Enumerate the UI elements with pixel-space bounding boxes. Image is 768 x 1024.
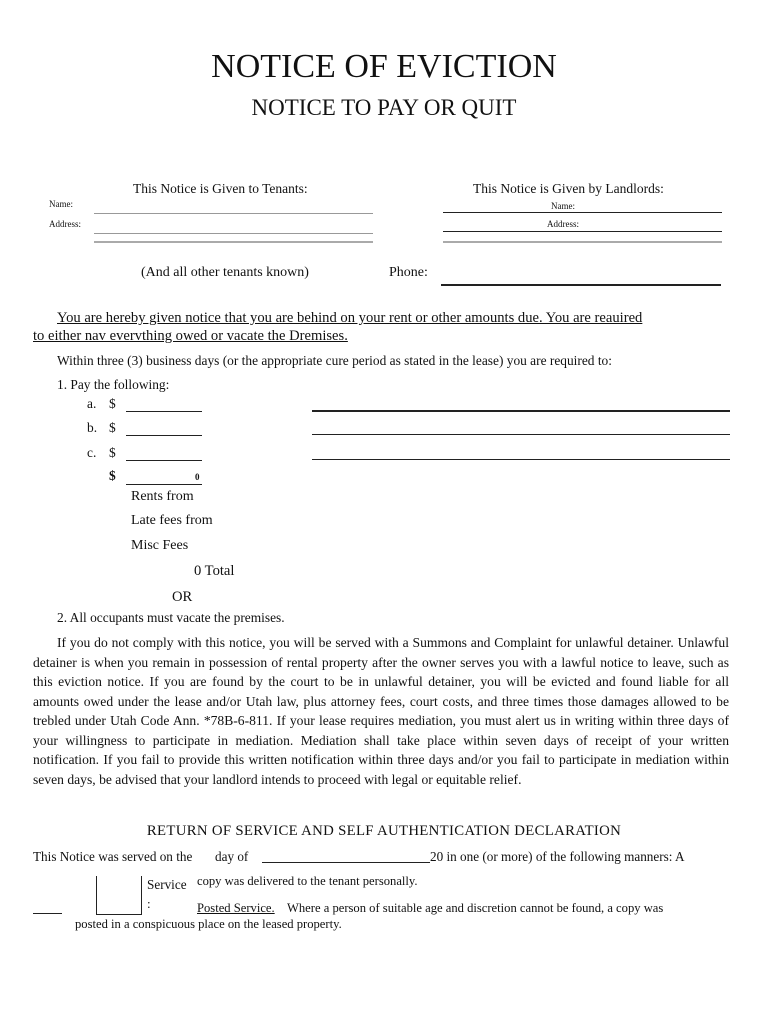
payment-a-description[interactable] <box>312 410 730 412</box>
vacate-option: 2. All occupants must vacate the premises. <box>57 610 285 625</box>
total-amount-value: 0 <box>195 472 200 482</box>
pay-heading: 1. Pay the following: <box>57 377 170 392</box>
landlords-heading: This Notice is Given by Landlords: <box>473 181 664 196</box>
total-currency: $ <box>109 468 116 483</box>
within-days-text: Within three (3) business days (or the appropriate cure period as stated in the lease) you are required to: <box>57 353 612 368</box>
posted-service-checkbox[interactable] <box>33 913 62 914</box>
payment-b-amount[interactable] <box>126 435 202 436</box>
notice-line-1: You are hereby given notice that you are behind on your rent or other amounts due. You are reauired <box>57 310 643 326</box>
page-subtitle: NOTICE TO PAY OR QUIT <box>251 95 517 120</box>
rents-from: Rents from <box>131 489 194 504</box>
posted-service-text-2: posted in a conspicuous place on the leased property. <box>75 917 342 931</box>
total-amount-field[interactable] <box>126 484 202 485</box>
payment-b-currency: $ <box>109 420 116 435</box>
posted-service-title: Posted Service. <box>197 901 275 915</box>
tenant-name-field[interactable] <box>94 213 373 214</box>
landlord-address-field-2[interactable] <box>443 241 722 243</box>
payment-b-description[interactable] <box>312 434 730 435</box>
personal-service-checkbox[interactable] <box>96 876 142 915</box>
late-fees-from: Late fees from <box>131 513 213 528</box>
page-title: NOTICE OF EVICTION <box>211 48 557 85</box>
legal-paragraph <box>33 633 729 789</box>
total-line: 0 Total <box>194 563 235 579</box>
landlord-name-field[interactable] <box>443 212 722 213</box>
tenant-name-label: Name: <box>49 199 73 209</box>
landlord-address-field[interactable] <box>443 231 722 232</box>
landlord-name-label: Name: <box>551 201 575 211</box>
misc-fees: Misc Fees <box>131 538 189 553</box>
phone-label: Phone: <box>389 265 428 280</box>
payment-a-amount[interactable] <box>126 411 202 412</box>
payment-a-letter: a. <box>87 396 97 411</box>
payment-c-description[interactable] <box>312 459 730 460</box>
served-date-field[interactable] <box>262 862 430 863</box>
payment-c-currency: $ <box>109 445 116 460</box>
or-divider: OR <box>172 589 193 605</box>
served-prefix: This Notice was served on the <box>33 849 193 864</box>
tenant-address-field[interactable] <box>94 233 373 234</box>
service-word: Service <box>147 877 187 892</box>
served-day-of: day of <box>215 849 249 864</box>
payment-a-currency: $ <box>109 396 116 411</box>
legal-paragraph-text: If you do not comply with this notice, you will be served with a Summons and Complaint for unlawful detainer. Unlawful detainer is when you remain in possession of rental property after the owner serves you with a lawful notice to leave, such as this eviction notice. If you are found by the court to be in unlawful detainer, you will be evicted and found liable for all amounts owed under the lease and/or Utah law, plus attorney fees, court costs, and three times those damages allowed to be trebled under Utah Code Ann. *78B-6-811. If your lease requires mediation, you must alert us in writing within three days of your willingness to participate in mediation. Mediation shall take place within seven days of receipt of your written notification. If you fail to provide this written notification within three days and/or you fail to participate in mediation within seven days, be advised that your landlord intends to proceed with legal or equitable relief. <box>33 635 729 787</box>
payment-c-amount[interactable] <box>126 460 202 461</box>
payment-b-letter: b. <box>87 420 98 435</box>
payment-c-letter: c. <box>87 445 97 460</box>
tenant-address-field-2[interactable] <box>94 241 373 243</box>
service-heading: RETURN OF SERVICE AND SELF AUTHENTICATION DECLARATION <box>146 823 622 839</box>
tenant-address-label: Address: <box>49 219 81 229</box>
posted-service-text: Where a person of suitable age and discretion cannot be found, a copy was <box>287 901 664 915</box>
phone-field[interactable] <box>441 284 721 286</box>
notice-line-2: to either nav evervthing owed or vacate the Dremises. <box>33 328 348 344</box>
other-tenants-note: (And all other tenants known) <box>141 265 309 280</box>
served-suffix: 20 in one (or more) of the following manners: A <box>430 849 685 864</box>
tenants-heading: This Notice is Given to Tenants: <box>133 181 308 196</box>
personal-service-text: copy was delivered to the tenant personally. <box>197 874 418 888</box>
landlord-address-label: Address: <box>547 219 579 229</box>
service-colon: : <box>147 896 151 911</box>
